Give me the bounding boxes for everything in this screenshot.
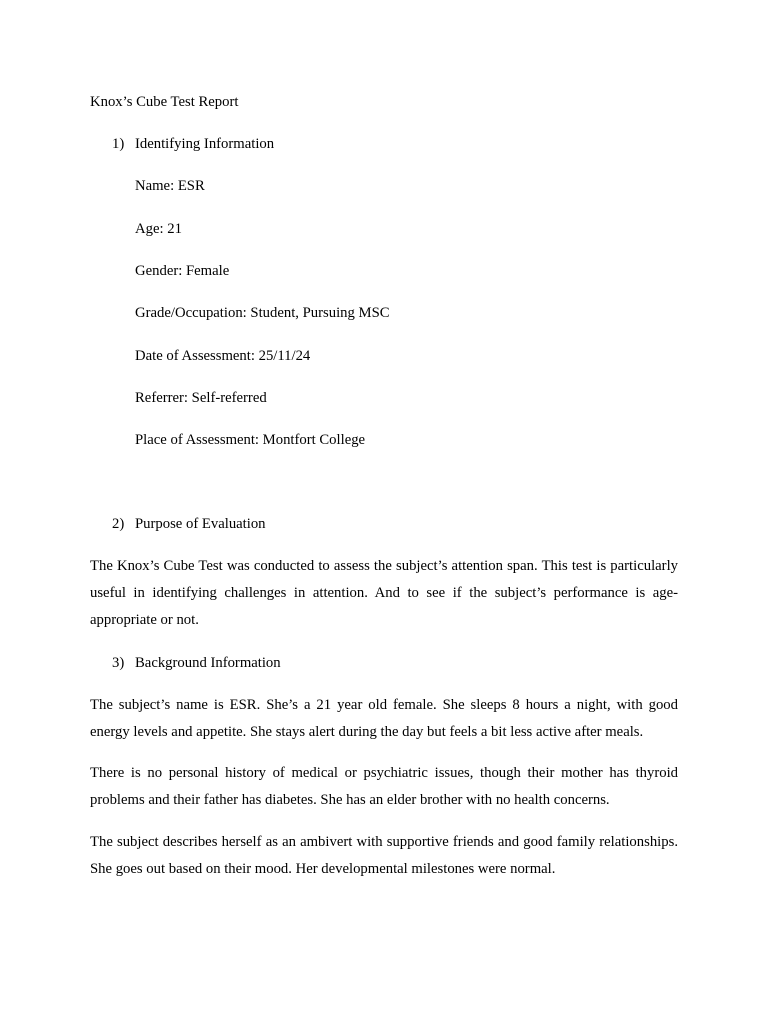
section-2-number: 2) xyxy=(112,516,125,532)
section-3-heading: Background Information xyxy=(135,655,281,671)
section-3-number: 3) xyxy=(112,655,125,671)
field-occupation: Grade/Occupation: Student, Pursuing MSC xyxy=(135,305,390,321)
section-1-heading: Identifying Information xyxy=(135,136,275,152)
purpose-paragraph: The Knox’s Cube Test was conducted to assess the subject’s attention span. This test is particularly useful in identifying challenges in attention. And to see if the subject’s performance is age-appropriate or not. xyxy=(90,558,678,628)
section-1-number: 1) xyxy=(112,136,125,152)
field-referrer: Referrer: Self-referred xyxy=(135,390,267,406)
background-paragraph-1: The subject’s name is ESR. She’s a 21 year old female. She sleeps 8 hours a night, with good energy levels and appetite. She stays alert during the day but feels a bit less active after meals. xyxy=(90,697,678,740)
background-paragraph-2: There is no personal history of medical or psychiatric issues, though their mother has thyroid problems and their father has diabetes. She has an elder brother with no health concerns. xyxy=(90,765,678,808)
document-title: Knox’s Cube Test Report xyxy=(90,94,239,110)
field-age: Age: 21 xyxy=(135,221,182,237)
background-paragraph-3: The subject describes herself as an ambivert with supportive friends and good family relationships. She goes out based on their mood. Her developmental milestones were normal. xyxy=(90,834,678,877)
document-page xyxy=(90,0,678,1024)
field-date: Date of Assessment: 25/11/24 xyxy=(135,348,311,364)
field-place: Place of Assessment: Montfort College xyxy=(135,432,366,448)
section-2-heading: Purpose of Evaluation xyxy=(135,516,266,532)
field-gender: Gender: Female xyxy=(135,263,230,279)
field-name: Name: ESR xyxy=(135,178,205,194)
